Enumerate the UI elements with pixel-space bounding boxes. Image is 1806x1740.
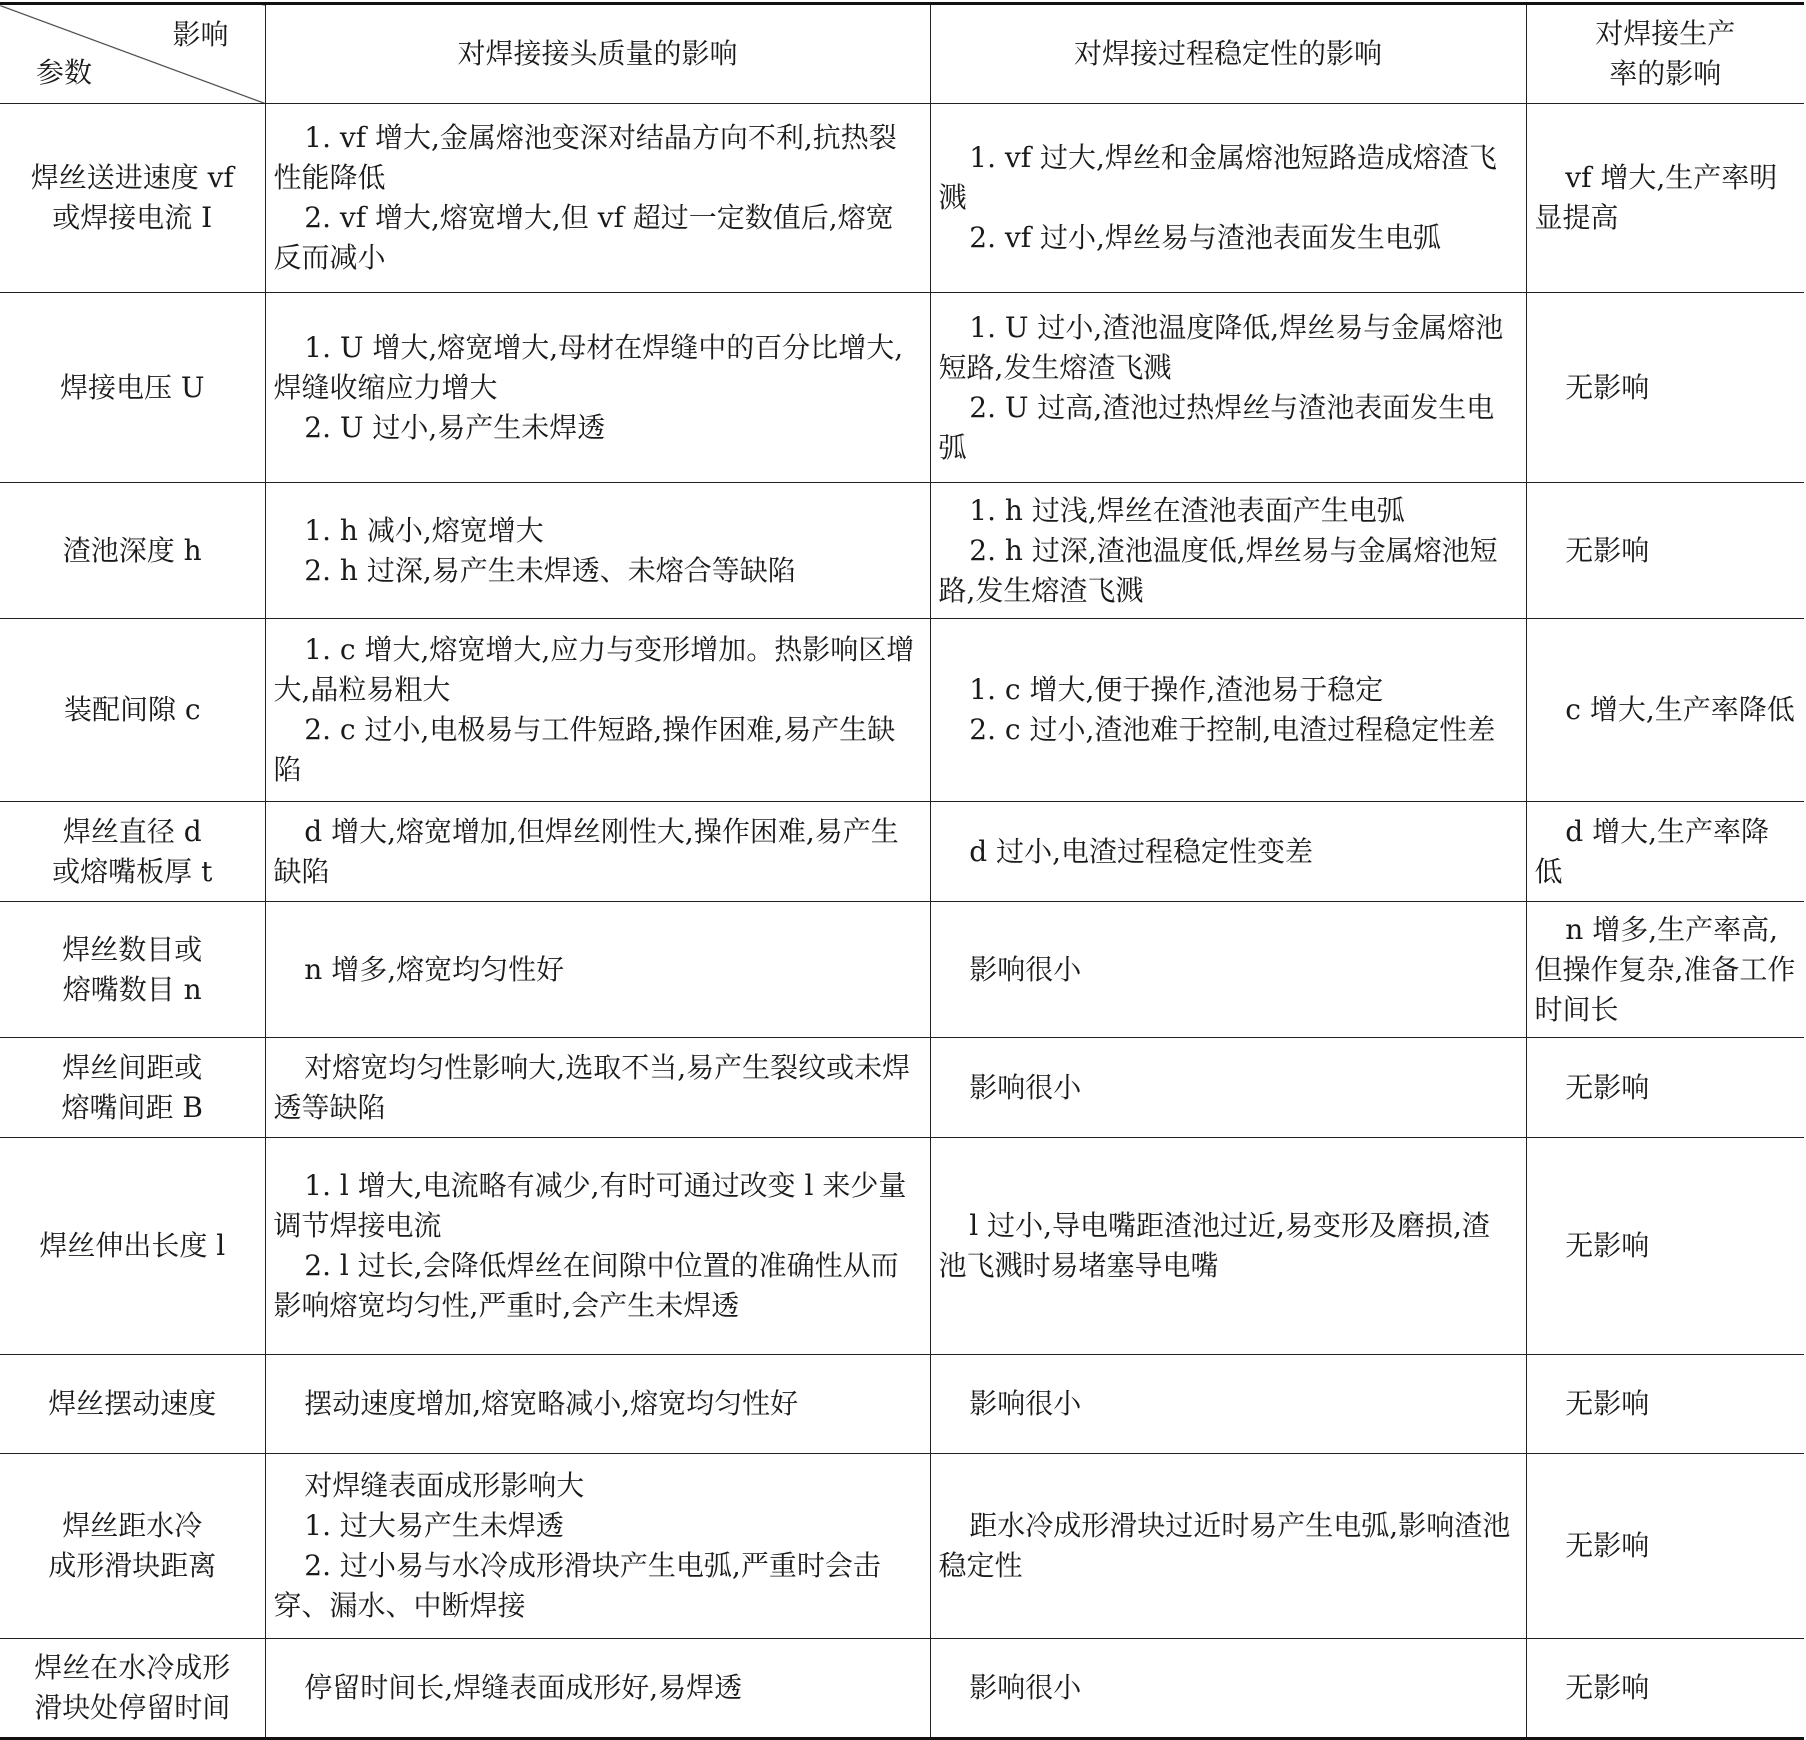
table-row <box>0 1454 1804 1639</box>
param-line: 渣池深度 h <box>62 533 202 567</box>
header-productivity <box>1526 4 1804 104</box>
param-cell <box>0 802 265 902</box>
quality-line: 1. U 增大,熔宽增大,母材在焊缝中的百分比增大,焊缝收缩应力增大 <box>273 330 904 404</box>
quality-line: 对熔宽均匀性影响大,选取不当,易产生裂纹或未焊透等缺陷 <box>273 1050 911 1124</box>
stability-line: 影响很小 <box>969 952 1082 986</box>
stability-line: d 过小,电渣过程稳定性变差 <box>969 834 1314 868</box>
param-line: 或焊接电流 I <box>52 201 213 234</box>
stability-line: 1. U 过小,渣池温度降低,焊丝易与金属熔池短路,发生熔渣飞溅 <box>938 310 1504 384</box>
quality-cell <box>265 619 930 802</box>
param-line: 装配间隙 c <box>63 693 201 726</box>
stability-line: 2. vf 过小,焊丝易与渣池表面发生电弧 <box>969 221 1441 254</box>
param-cell <box>0 1138 265 1355</box>
param-line: 成形滑块距离 <box>48 1549 217 1582</box>
quality-line: 2. vf 增大,熔宽增大,但 vf 超过一定数值后,熔宽反而减小 <box>273 201 894 274</box>
corner-label-influence: 影响 <box>172 18 229 51</box>
stability-line: 2. h 过深,渣池温度低,焊丝易与金属熔池短路,发生熔渣飞溅 <box>938 533 1498 607</box>
param-line: 焊丝送进速度 vf <box>30 161 234 194</box>
stability-cell <box>930 1038 1526 1138</box>
table-row <box>0 1138 1804 1355</box>
param-line: 焊丝伸出长度 l <box>39 1229 226 1262</box>
productivity-cell: 无影响 <box>1526 483 1804 619</box>
quality-cell <box>265 104 930 293</box>
quality-cell <box>265 1454 930 1639</box>
stability-line: 1. vf 过大,焊丝和金属熔池短路造成熔渣飞溅 <box>938 141 1497 214</box>
param-cell <box>0 1038 265 1138</box>
quality-line: 停留时间长,焊缝表面成形好,易焊透 <box>304 1671 743 1704</box>
stability-cell <box>930 1138 1526 1355</box>
param-cell <box>0 104 265 293</box>
table-row <box>0 1639 1804 1739</box>
quality-line: 2. c 过小,电极易与工件短路,操作困难,易产生缺陷 <box>273 713 896 786</box>
table-row <box>0 293 1804 483</box>
quality-line: 1. 过大易产生未焊透 <box>304 1509 564 1542</box>
quality-cell <box>265 293 930 483</box>
header-productivity-line2: 率的影响 <box>1609 57 1722 90</box>
productivity-cell: 无影响 <box>1526 1138 1804 1355</box>
productivity-cell: 无影响 <box>1526 1355 1804 1454</box>
stability-cell <box>930 1639 1526 1739</box>
table-row <box>0 1038 1804 1138</box>
quality-line: 2. U 过小,易产生未焊透 <box>304 410 606 444</box>
header-stability: 对焊接过程稳定性的影响 <box>930 4 1526 104</box>
corner-label-parameter: 参数 <box>36 56 93 89</box>
quality-line: n 增多,熔宽均匀性好 <box>304 952 565 986</box>
param-line: 焊丝在水冷成形 <box>34 1651 231 1684</box>
corner-header <box>0 4 265 104</box>
quality-cell <box>265 1038 930 1138</box>
stability-cell <box>930 802 1526 902</box>
stability-line: 距水冷成形滑块过近时易产生电弧,影响渣池稳定性 <box>938 1509 1511 1582</box>
productivity-cell: n 增多,生产率高,但操作复杂,准备工作时间长 <box>1526 902 1804 1038</box>
stability-line: 影响很小 <box>969 1671 1082 1704</box>
table-row <box>0 483 1804 619</box>
stability-line: 影响很小 <box>969 1387 1082 1420</box>
stability-line: l 过小,导电嘴距渣池过近,易变形及磨损,渣池飞溅时易堵塞导电嘴 <box>938 1209 1490 1282</box>
quality-cell <box>265 802 930 902</box>
param-cell <box>0 902 265 1038</box>
quality-line: d 增大,熔宽增加,但焊丝刚性大,操作困难,易产生缺陷 <box>273 814 899 888</box>
stability-cell <box>930 619 1526 802</box>
param-cell <box>0 1639 265 1739</box>
stability-cell <box>930 1355 1526 1454</box>
quality-cell <box>265 902 930 1038</box>
stability-cell <box>930 104 1526 293</box>
table-row <box>0 902 1804 1038</box>
param-line: 熔嘴数目 n <box>62 972 202 1006</box>
param-cell <box>0 483 265 619</box>
param-line: 焊丝数目或 <box>62 932 203 966</box>
param-line: 焊丝直径 d <box>62 814 202 848</box>
param-cell <box>0 1355 265 1454</box>
param-line: 焊丝距水冷 <box>62 1509 203 1542</box>
stability-line: 2. U 过高,渣池过热焊丝与渣池表面发生电弧 <box>938 390 1495 464</box>
productivity-cell: 无影响 <box>1526 293 1804 483</box>
table-row <box>0 1355 1804 1454</box>
quality-cell <box>265 1639 930 1739</box>
welding-parameters-table <box>0 2 1804 1740</box>
param-line: 焊丝间距或 <box>62 1050 203 1084</box>
param-line: 或熔嘴板厚 t <box>52 854 213 888</box>
table-row <box>0 619 1804 802</box>
quality-line: 对焊缝表面成形影响大 <box>304 1469 585 1502</box>
param-line: 熔嘴间距 B <box>61 1090 203 1124</box>
productivity-cell: c 增大,生产率降低 <box>1526 619 1804 802</box>
stability-cell <box>930 902 1526 1038</box>
quality-line: 1. vf 增大,金属熔池变深对结晶方向不利,抗热裂性能降低 <box>273 121 897 194</box>
param-cell <box>0 1454 265 1639</box>
quality-line: 2. h 过深,易产生未焊透、未熔合等缺陷 <box>304 553 796 587</box>
quality-cell <box>265 1355 930 1454</box>
quality-line: 1. l 增大,电流略有减少,有时可通过改变 l 来少量调节焊接电流 <box>273 1169 907 1242</box>
productivity-cell: 无影响 <box>1526 1038 1804 1138</box>
param-cell <box>0 293 265 483</box>
quality-line: 摆动速度增加,熔宽略减小,熔宽均匀性好 <box>304 1387 799 1420</box>
param-line: 焊丝摆动速度 <box>48 1387 217 1420</box>
quality-line: 2. 过小易与水冷成形滑块产生电弧,严重时会击穿、漏水、中断焊接 <box>273 1549 881 1622</box>
param-line: 焊接电压 U <box>60 370 205 404</box>
productivity-cell: 无影响 <box>1526 1454 1804 1639</box>
table-row <box>0 802 1804 902</box>
stability-cell <box>930 293 1526 483</box>
stability-line: 2. c 过小,渣池难于控制,电渣过程稳定性差 <box>969 713 1496 746</box>
stability-cell <box>930 483 1526 619</box>
header-quality: 对焊接接头质量的影响 <box>265 4 930 104</box>
stability-line: 1. h 过浅,焊丝在渣池表面产生电弧 <box>969 493 1405 527</box>
quality-cell <box>265 483 930 619</box>
table-row <box>0 104 1804 293</box>
stability-cell <box>930 1454 1526 1639</box>
quality-cell <box>265 1138 930 1355</box>
header-row <box>0 4 1804 104</box>
productivity-cell: d 增大,生产率降低 <box>1526 802 1804 902</box>
quality-line: 2. l 过长,会降低焊丝在间隙中位置的准确性从而影响熔宽均匀性,严重时,会产生未焊透 <box>273 1249 899 1322</box>
productivity-cell: 无影响 <box>1526 1639 1804 1739</box>
quality-line: 1. h 减小,熔宽增大 <box>304 513 544 547</box>
quality-line: 1. c 增大,熔宽增大,应力与变形增加。热影响区增大,晶粒易粗大 <box>273 633 915 706</box>
stability-line: 1. c 增大,便于操作,渣池易于稳定 <box>969 673 1384 706</box>
param-line: 滑块处停留时间 <box>34 1691 231 1724</box>
stability-line: 影响很小 <box>969 1070 1082 1104</box>
productivity-cell: vf 增大,生产率明显提高 <box>1526 104 1804 293</box>
param-cell <box>0 619 265 802</box>
header-productivity-line1: 对焊接生产 <box>1595 17 1736 50</box>
